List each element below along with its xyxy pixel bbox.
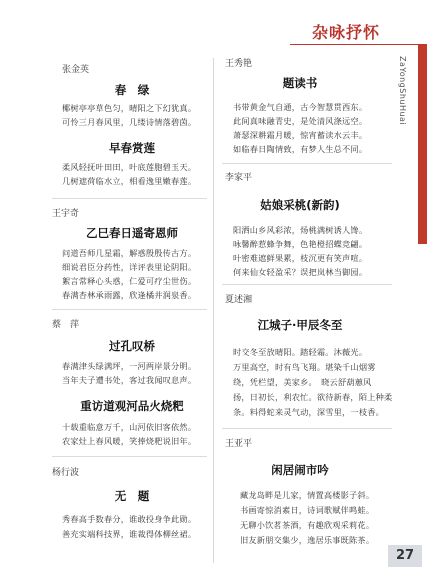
poem-line: 咏馨醉惹蜂争舞，色艳橙招蝶竞翩。	[233, 239, 368, 249]
poem-line: 十载重临意万千，山河依旧客依然。	[62, 422, 197, 432]
author-name: 杨行波	[52, 468, 80, 478]
author-name: 张金英	[62, 65, 90, 75]
poem-title: 重访道观河品火烧粑	[80, 399, 184, 413]
poem-line: 椰树亭亭草色匀，晴阳之下幻犹真。	[62, 103, 197, 113]
poem-line: 如临春日陶情致，有梦人生总不同。	[233, 144, 368, 154]
poem-line: 书带黄金气自通，古今智慧贯西东。	[233, 102, 368, 112]
author-name: 蔡 萍	[52, 320, 80, 330]
poem-line: 此间真味融青史，是处清风涤远空。	[233, 116, 368, 126]
poem-title: 乙巳春日遥寄恩师	[86, 226, 178, 240]
header-side-bar	[418, 44, 427, 244]
page-number: 27	[388, 545, 422, 567]
author-name: 王秀艳	[225, 59, 253, 69]
poem-line: 问道吾师几星霜，解惑殷殷传古方。	[62, 248, 197, 258]
section-separator	[52, 456, 207, 457]
author-name: 王亚平	[225, 439, 253, 449]
poem-line: 绕，凭栏望，美家乡。 晓云舒葫蕙风	[233, 377, 372, 387]
poem-line: 时交冬至放晴阳。踏轻霜。沐薇光。	[233, 347, 368, 357]
section-separator	[52, 198, 207, 199]
section-separator	[52, 309, 207, 310]
poem-line: 藏龙岛畔是儿家，情置高楼影子斜。	[240, 490, 375, 500]
poem-title: 春 绿	[114, 83, 150, 97]
poem-line: 何来仙女轻盈采？误把岚林当御园。	[233, 267, 368, 277]
poem-line: 扬，日初长，利农忙。欲待新春，陌上种柔	[233, 392, 393, 402]
poem-line: 叶密难遮鲜果累，枝沉更有笑声喧。	[233, 253, 368, 263]
poem-title: 过孔叹桥	[109, 339, 155, 353]
poem-line: 旧友新朋交集少，逸居乐事既陈茶。	[240, 535, 375, 545]
poem-line: 善充实端科技界，谁裁得体柳丝裙。	[62, 529, 197, 539]
poem-title: 江城子·甲辰冬至	[257, 318, 343, 332]
poem-line: 可怜三月春风里，几缕诗情落碧茵。	[62, 117, 197, 127]
header-rule	[290, 44, 427, 45]
poem-line: 无聊小饮茗茶酒，有趣欣观采莉花。	[240, 520, 375, 530]
section-separator	[222, 284, 392, 285]
poem-line: 春满杏林承雨露，欣逢橘井润泉香。	[62, 290, 197, 300]
section-vertical-label: ZaYongShuHuai	[398, 56, 407, 126]
poem-line: 春满津头绿满坪，一河两岸景分明。	[62, 361, 197, 371]
poem-line: 条。料得蛇来灵气动，深雪里，一枝香。	[233, 407, 384, 417]
poem-line: 细说君臣分药性，详评表里论阴阳。	[62, 262, 197, 272]
poem-line: 农家灶上春风暖，笑捧烧粑说旧年。	[62, 436, 197, 446]
poem-line: 秀春高手数春分，谁敢投身争此勋。	[62, 514, 197, 524]
poem-line: 柔风轻抚叶田田，叶底莲胞碧玉天。	[62, 162, 197, 172]
column-divider	[213, 58, 214, 563]
poem-line: 萧瑟深耕霜月暖，惊宵蓄读水云丰。	[233, 130, 368, 140]
author-name: 李家平	[225, 173, 253, 183]
poem-title: 早春赏莲	[109, 141, 155, 155]
poem-title: 无 题	[114, 489, 150, 503]
poem-line: 当年夫子遭书处，客过我闻叹息声。	[62, 375, 197, 385]
poem-line: 絮言常释心头惑，仁爱可疗尘世伤。	[62, 276, 197, 286]
poem-title: 姑娘采桃(新韵)	[260, 198, 340, 212]
poem-line: 几树遮荷临水立，相看逸里嫩春莲。	[62, 176, 197, 186]
poem-title: 题读书	[282, 76, 318, 90]
author-name: 夏述湘	[225, 295, 253, 305]
poem-line: 阳洒山乡风彩浓，炀桃满树诱人馋。	[233, 225, 368, 235]
section-title: 杂咏抒怀	[312, 23, 381, 42]
section-separator	[222, 163, 392, 164]
poem-title: 闲居闹市吟	[271, 463, 329, 477]
poem-line: 万里高空，时有鸟飞翔。堪染千山烟雾	[233, 362, 376, 372]
poem-line: 书画寄惊消素日，诗词歌赋伴鸣蛙。	[240, 505, 375, 515]
author-name: 王宇奇	[52, 209, 80, 219]
section-separator	[222, 428, 392, 429]
